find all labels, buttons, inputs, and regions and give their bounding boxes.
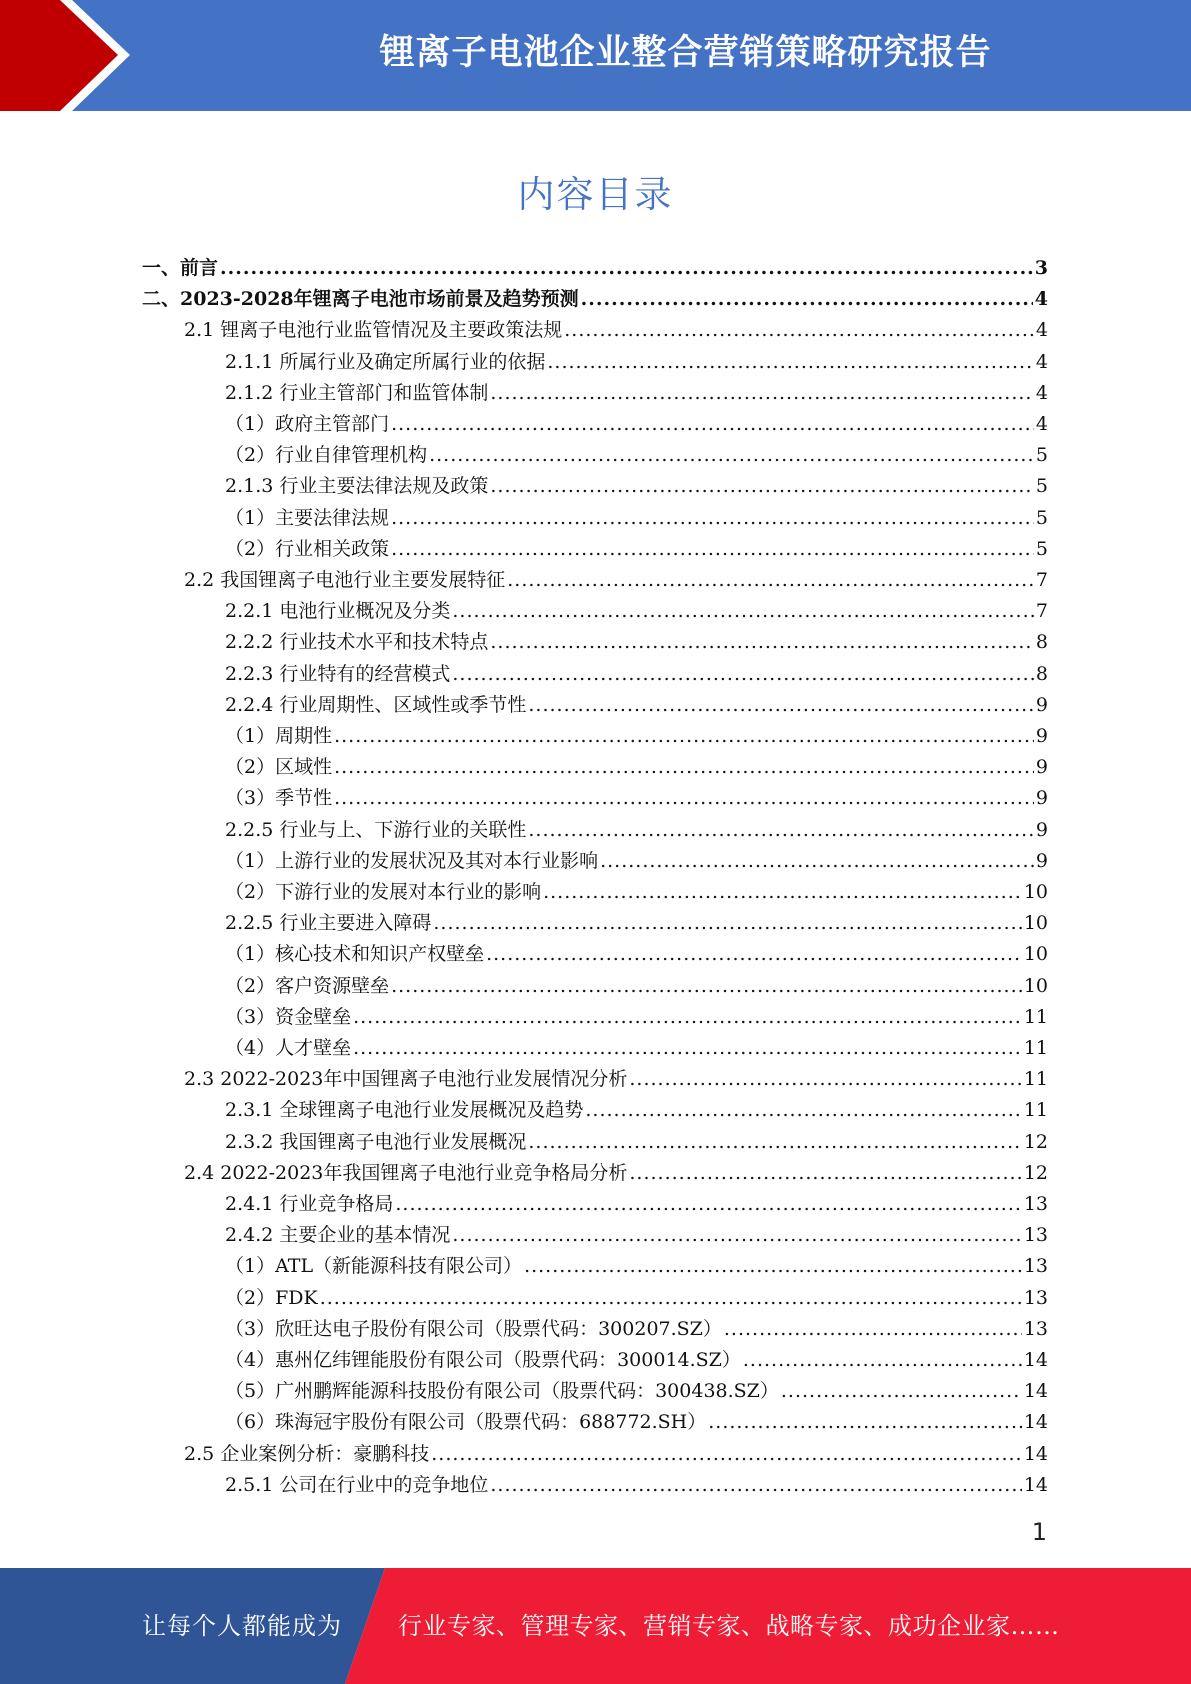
toc-leader-dots [743,1345,1022,1376]
toc-leader-dots [528,690,1034,721]
toc-entry-page: 13 [1023,1286,1048,1309]
header-arrow-graphic [0,0,150,111]
toc-entry-page: 14 [1023,1349,1048,1371]
toc-entry[interactable] [225,721,1048,752]
toc-entry-title: （1）周期性 [225,725,333,747]
toc-entry[interactable] [225,440,1048,471]
toc-entry[interactable] [225,846,1048,877]
toc-leader-dots [524,1251,1022,1282]
toc-entry[interactable] [225,1345,1048,1376]
toc-entry[interactable] [225,1251,1048,1282]
toc-entry-title: 2.2.5 行业主要进入障碍 [225,912,432,935]
toc-entry-title: 2.5 企业案例分析：豪鹏科技 [184,1442,430,1465]
toc-entry-page: 14 [1023,1473,1048,1496]
toc-entry[interactable] [225,659,1048,690]
toc-entry-page: 9 [1035,725,1048,747]
toc-entry[interactable] [225,971,1048,1002]
toc-entry[interactable] [225,815,1048,846]
toc-entry[interactable] [225,378,1048,409]
toc-leader-dots [543,877,1022,908]
toc-entry[interactable] [225,409,1048,440]
toc-leader-dots [334,721,1034,752]
toc-entry-page: 14 [1023,1442,1048,1465]
toc-entry[interactable] [225,1033,1048,1064]
toc-entry-title: （1）主要法律法规 [225,506,390,529]
toc-entry[interactable] [225,1189,1048,1220]
toc-entry-title: （5）广州鹏辉能源科技股份有限公司（股票代码：300438.SZ） [225,1380,779,1403]
toc-entry[interactable] [225,1220,1048,1251]
toc-entry[interactable] [225,1095,1048,1126]
page-number: 1 [1031,1518,1047,1546]
toc-entry-page: 9 [1035,818,1048,841]
toc-entry-page: 10 [1023,881,1048,903]
toc-entry-title: （3）季节性 [225,787,333,810]
toc-entry[interactable] [225,471,1048,502]
toc-leader-dots [429,440,1034,471]
toc-leader-dots [431,1439,1022,1470]
toc-entry-page: 13 [1023,1224,1048,1247]
toc-entry-page: 12 [1023,1130,1048,1153]
toc-entry-page: 10 [1023,912,1048,935]
toc-entry-title: （1）上游行业的发展状况及其对本行业影响 [225,849,599,872]
toc-entry-title: （2）区域性 [225,756,333,779]
toc-entry-page: 7 [1035,600,1048,623]
toc-heading: 内容目录 [517,173,674,216]
toc-leader-dots [507,565,1034,596]
footer-slogan-right: 行业专家、管理专家、营销专家、战略专家、成功企业家…… [398,1612,1060,1640]
toc-leader-dots [452,659,1034,690]
toc-entry-title: 2.2.3 行业特有的经营模式 [225,662,451,685]
toc-entry[interactable] [184,1064,1048,1095]
toc-leader-dots [433,908,1021,939]
toc-entry[interactable] [225,627,1048,658]
toc-entry-title: 2.3.2 我国锂离子电池行业发展概况 [225,1130,527,1153]
toc-entry-title: （6）珠海冠宇股份有限公司（股票代码：688772.SH） [225,1411,707,1434]
toc-entry-title: 2.2.5 行业与上、下游行业的关联性 [225,818,527,841]
toc-entry-page: 4 [1035,319,1048,342]
toc-entry-page: 4 [1035,350,1048,373]
toc-entry-page: 5 [1035,537,1048,560]
toc-leader-dots [391,409,1034,440]
toc-entry-page: 8 [1035,631,1048,654]
toc-entry[interactable] [225,1407,1048,1438]
toc-leader-dots [391,971,1022,1002]
toc-entry-title: （2）客户资源壁垒 [225,974,390,997]
toc-entry-title: 2.4 2022-2023年我国锂离子电池行业竞争格局分析 [184,1161,628,1184]
toc-leader-dots [629,1158,1021,1189]
toc-entry[interactable] [225,783,1048,814]
toc-entry-page: 10 [1023,943,1048,966]
toc-leader-dots [334,752,1034,783]
toc-leader-dots [353,1033,1022,1064]
toc-entry-page: 12 [1023,1161,1048,1184]
toc-leader-dots [220,253,1033,284]
toc-leader-dots [490,378,1034,409]
toc-entry-title: 2.4.2 主要企业的基本情况 [225,1224,451,1247]
toc-entry[interactable] [225,1376,1048,1407]
toc-entry-title: （3）欣旺达电子股份有限公司（股票代码：300207.SZ） [225,1317,722,1340]
toc-entry-page: 3 [1034,257,1048,279]
toc-leader-dots [724,1314,1022,1345]
toc-leader-dots [528,1127,1021,1158]
toc-entry-page: 13 [1023,1255,1048,1278]
toc-entry-page: 8 [1035,662,1048,685]
toc-entry[interactable] [225,752,1048,783]
toc-entry-title: （1）政府主管部门 [225,413,390,435]
toc-leader-dots [564,315,1034,346]
toc-entry-title: （2）下游行业的发展对本行业的影响 [225,881,542,903]
toc-leader-dots [391,534,1034,565]
toc-leader-dots [781,1376,1022,1407]
toc-entry[interactable] [225,908,1048,939]
toc-leader-dots [581,284,1033,315]
footer-slogan-left: 让每个人都能成为 [142,1612,342,1640]
toc-entry-title: （4）人才壁垒 [225,1037,352,1059]
toc-entry-title: 二、2023-2028年锂离子电池市场前景及趋势预测 [142,288,579,311]
toc-leader-dots [600,846,1034,877]
toc-entry-page: 11 [1023,1068,1048,1091]
page-header [0,0,1191,111]
toc-entry[interactable] [184,565,1048,596]
toc-leader-dots [395,1189,1021,1220]
toc-entry-title: （4）惠州亿纬锂能股份有限公司（股票代码：300014.SZ） [225,1349,741,1371]
toc-entry[interactable] [142,284,1048,315]
toc-entry-page: 9 [1035,756,1048,779]
toc-entry-title: （2）行业相关政策 [225,537,390,560]
toc-entry-title: （1）ATL（新能源科技有限公司） [225,1255,523,1278]
toc-entry-title: 2.2 我国锂离子电池行业主要发展特征 [184,569,506,591]
toc-leader-dots [334,783,1034,814]
toc-entry-page: 9 [1035,787,1048,810]
toc-entry-page: 13 [1023,1317,1048,1340]
toc-entry-title: （2）FDK [225,1286,318,1309]
toc-entry-page: 5 [1035,506,1048,529]
toc-entry-title: 一、前言 [142,257,219,279]
toc-entry[interactable] [225,1283,1048,1314]
toc-leader-dots [486,939,1022,970]
toc-entry[interactable] [225,1470,1048,1501]
toc-entry-title: 2.1 锂离子电池行业监管情况及主要政策法规 [184,319,563,342]
toc-entry-title: （2）行业自律管理机构 [225,444,428,467]
toc-leader-dots [320,1283,1022,1314]
toc-leader-dots [391,503,1034,534]
toc-entry[interactable] [184,315,1048,346]
toc-entry-title: 2.2.4 行业周期性、区域性或季节性 [225,693,527,716]
toc-entry-page: 9 [1035,849,1048,872]
toc-entry[interactable] [225,596,1048,627]
toc-entry[interactable] [184,1439,1048,1470]
toc-leader-dots [490,471,1034,502]
toc-entry-page: 5 [1035,475,1048,498]
toc-entry-title: 2.5.1 公司在行业中的竞争地位 [225,1473,489,1496]
toc-leader-dots [452,1220,1021,1251]
toc-entry[interactable] [225,1127,1048,1158]
toc-leader-dots [528,815,1034,846]
toc-entry[interactable] [225,1314,1048,1345]
toc-entry-title: 2.3 2022-2023年中国锂离子电池行业发展情况分析 [184,1068,628,1091]
toc-entry-title: （1）核心技术和知识产权壁垒 [225,943,485,966]
toc-entry-page: 10 [1023,974,1048,997]
toc-entry-title: 2.4.1 行业竞争格局 [225,1193,394,1215]
toc-entry[interactable] [225,877,1048,908]
toc-entry-title: （3）资金壁垒 [225,1005,352,1028]
toc-entry[interactable] [225,534,1048,565]
toc-entry-page: 13 [1023,1193,1048,1215]
toc-entry-page: 5 [1035,444,1048,467]
toc-entry-page: 7 [1035,569,1048,591]
toc-leader-dots [629,1064,1021,1095]
toc-entry-page: 14 [1023,1411,1048,1434]
toc-entry-title: 2.2.2 行业技术水平和技术特点 [225,631,489,654]
toc-entry-title: 2.1.1 所属行业及确定所属行业的依据 [225,350,546,373]
toc-leader-dots [708,1407,1022,1438]
toc-entry[interactable] [225,503,1048,534]
toc-entry-page: 4 [1035,413,1048,435]
toc-entry-page: 9 [1035,693,1048,716]
toc-entry-page: 4 [1034,288,1048,311]
toc-entry-page: 11 [1023,1037,1048,1059]
toc-entry[interactable] [225,1002,1048,1033]
toc-entry-page: 11 [1023,1099,1048,1122]
toc-entry-title: 2.3.1 全球锂离子电池行业发展概况及趋势 [225,1099,584,1122]
toc-entry[interactable] [225,690,1048,721]
toc-entry-page: 4 [1035,381,1048,404]
toc-leader-dots [547,347,1034,378]
toc-entry-title: 2.1.3 行业主要法律法规及政策 [225,475,489,498]
page-footer [0,1568,1191,1684]
toc-leader-dots [353,1002,1022,1033]
toc-entry[interactable] [142,253,1048,284]
toc-entry[interactable] [225,347,1048,378]
toc-entry[interactable] [225,939,1048,970]
toc-leader-dots [585,1095,1021,1126]
toc-entry-page: 14 [1023,1380,1048,1403]
toc-leader-dots [490,627,1034,658]
toc-entry-title: 2.2.1 电池行业概况及分类 [225,600,451,623]
toc-entry-title: 2.1.2 行业主管部门和监管体制 [225,381,489,404]
toc-leader-dots [452,596,1034,627]
toc-entry[interactable] [184,1158,1048,1189]
report-title: 锂离子电池企业整合营销策略研究报告 [379,33,992,73]
toc-leader-dots [490,1470,1021,1501]
toc-entry-page: 11 [1023,1005,1048,1028]
